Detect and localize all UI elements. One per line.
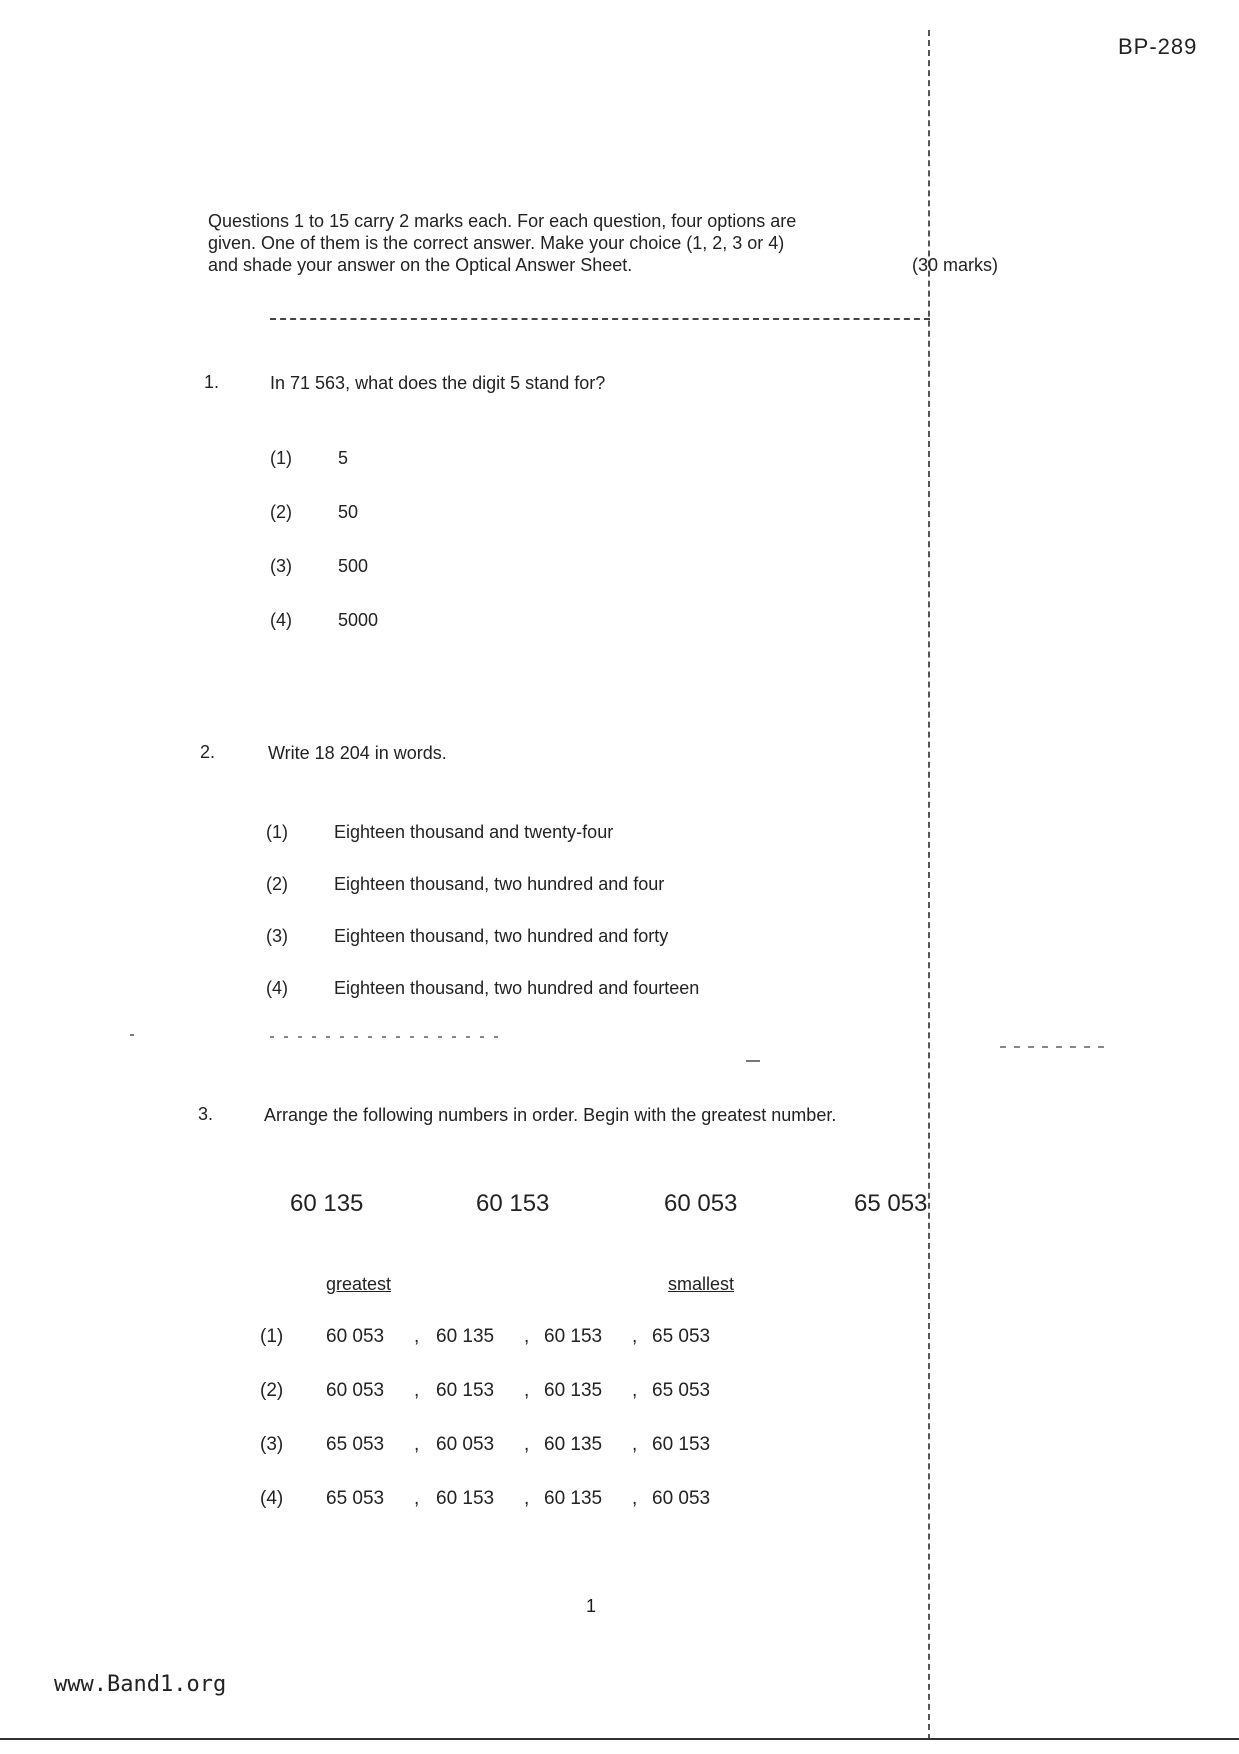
scan-speck [270, 1036, 500, 1038]
section-divider [270, 318, 930, 320]
option-value: 60 053 [326, 1326, 385, 1347]
bottom-rule [0, 1738, 1239, 1740]
option-value: 65 053 [326, 1488, 385, 1509]
option-text: Eighteen thousand, two hundred and fourteen [334, 978, 700, 998]
option-value: 65 053 [652, 1326, 711, 1347]
separator: , [414, 1488, 420, 1509]
separator: , [414, 1434, 420, 1455]
question-text: Write 18 204 in words. [268, 743, 447, 763]
option-value: 60 053 [436, 1434, 495, 1455]
margin-dashed-line [928, 30, 930, 1740]
option-label: (4) [270, 610, 292, 630]
smallest-label: smallest [668, 1274, 735, 1294]
option-1 [266, 822, 613, 843]
option-value: 60 153 [544, 1326, 603, 1347]
option-value: 60 135 [544, 1380, 603, 1401]
option-2 [270, 502, 358, 523]
footer-url: www.Band1.org [54, 1672, 227, 1697]
separator: , [414, 1380, 420, 1401]
separator: , [524, 1326, 530, 1347]
option-value: 60 053 [326, 1380, 385, 1401]
option-text: Eighteen thousand and twenty-four [334, 822, 614, 842]
option-text: 5 [338, 448, 349, 468]
question-number: 2. [200, 742, 216, 762]
option-value: 60 135 [544, 1434, 603, 1455]
separator: , [524, 1380, 530, 1401]
option-label: (1) [260, 1326, 284, 1347]
option-text: 5000 [338, 610, 379, 630]
scan-speck [130, 1034, 134, 1036]
question-number: 1. [204, 372, 220, 392]
option-2 [266, 874, 664, 895]
page-number: 1 [586, 1596, 597, 1616]
option-label: (1) [266, 822, 288, 842]
option-label: (2) [260, 1380, 284, 1401]
number-item: 65 053 [854, 1190, 928, 1217]
number-item: 60 153 [476, 1190, 550, 1217]
option-label: (4) [266, 978, 288, 998]
option-label: (3) [270, 556, 292, 576]
total-marks: (30 marks) [911, 255, 998, 275]
option-label: (3) [260, 1434, 284, 1455]
option-4 [266, 978, 699, 999]
instructions-line-1: Questions 1 to 15 carry 2 marks each. For each question, four options are [208, 211, 797, 231]
option-3 [270, 556, 368, 577]
number-item: 60 135 [290, 1190, 364, 1217]
separator: , [524, 1488, 530, 1509]
separator: , [632, 1434, 638, 1455]
scan-speck [746, 1060, 760, 1062]
option-value: 65 053 [326, 1434, 385, 1455]
option-value: 60 153 [436, 1488, 495, 1509]
option-text: 500 [338, 556, 369, 576]
question-number: 3. [198, 1104, 214, 1124]
option-3 [266, 926, 668, 947]
option-4 [270, 610, 378, 631]
separator: , [414, 1326, 420, 1347]
option-text: Eighteen thousand, two hundred and forty [334, 926, 669, 946]
separator: , [632, 1326, 638, 1347]
option-value: 60 053 [652, 1488, 711, 1509]
option-label: (4) [260, 1488, 284, 1509]
option-value: 60 153 [652, 1434, 711, 1455]
option-value: 60 153 [436, 1380, 495, 1401]
option-1 [270, 448, 348, 469]
option-text: Eighteen thousand, two hundred and four [334, 874, 665, 894]
option-label: (1) [270, 448, 292, 468]
option-label: (2) [270, 502, 292, 522]
question-text: In 71 563, what does the digit 5 stand for? [270, 373, 606, 393]
greatest-label: greatest [326, 1274, 392, 1294]
separator: , [632, 1380, 638, 1401]
instructions-line-2: given. One of them is the correct answer. Make your choice (1, 2, 3 or 4) [208, 233, 785, 253]
option-value: 65 053 [652, 1380, 711, 1401]
option-value: 60 135 [544, 1488, 603, 1509]
instructions-line-3: and shade your answer on the Optical Answer Sheet. [208, 255, 633, 275]
option-value: 60 135 [436, 1326, 495, 1347]
option-label: (3) [266, 926, 288, 946]
paper-code: BP-289 [1118, 34, 1198, 59]
instructions-block [208, 210, 998, 276]
separator: , [632, 1488, 638, 1509]
option-text: 50 [338, 502, 359, 522]
scan-speck [1000, 1046, 1110, 1048]
number-item: 60 053 [664, 1190, 738, 1217]
option-label: (2) [266, 874, 288, 894]
question-text: Arrange the following numbers in order. Begin with the greatest number. [264, 1105, 837, 1125]
separator: , [524, 1434, 530, 1455]
